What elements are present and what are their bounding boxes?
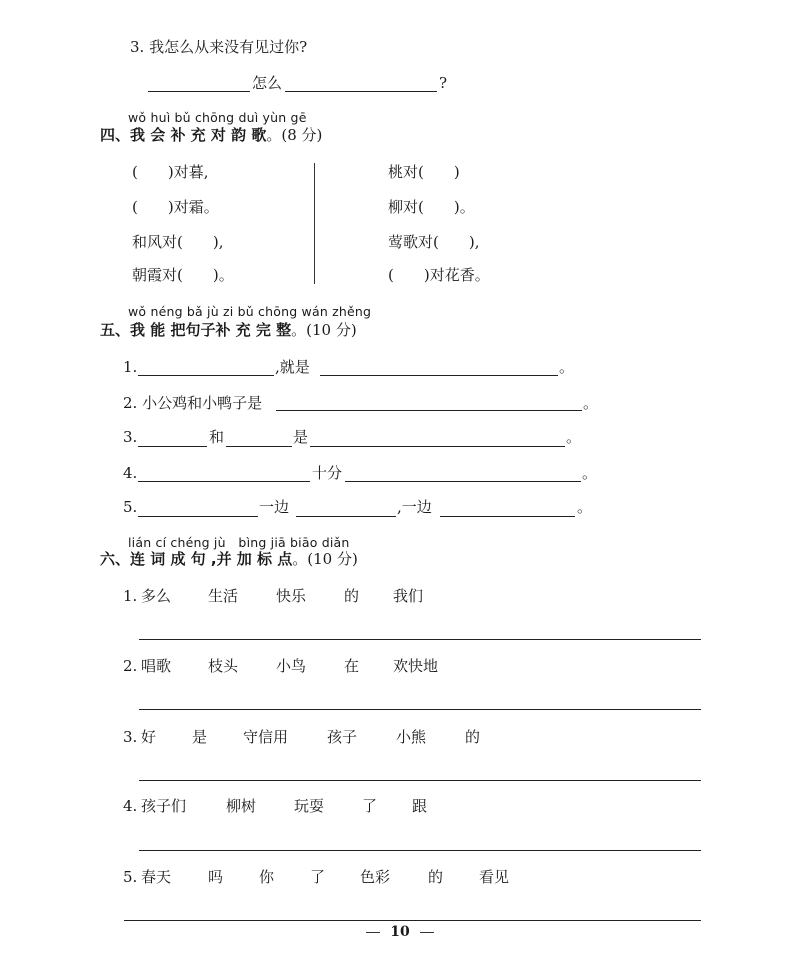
word-tile: 小熊: [396, 728, 427, 746]
s6-row1-words: [123, 587, 423, 605]
s5-item1-blank2[interactable]: [320, 375, 558, 376]
page-dash-right: [420, 932, 434, 933]
word-tile: 我们: [393, 587, 424, 605]
word-tile: 的: [428, 868, 444, 886]
s6-row5-answer-line[interactable]: [124, 920, 701, 921]
couplet-left-4: 朝霞对( )。: [132, 266, 234, 284]
word-tile: 吗: [208, 868, 224, 886]
word-tile: 跟: [412, 797, 428, 815]
s5-item3-blank1[interactable]: [138, 446, 207, 447]
s5-item2-text: 2. 小公鸡和小鸭子是: [123, 394, 263, 412]
word-tile: 好: [141, 728, 157, 746]
word-tile: 快乐: [276, 587, 307, 605]
q3-mid-word: 怎么: [252, 74, 283, 92]
section4-heading: 四、我 会 补 充 对 韵 歌。(8 分): [100, 126, 323, 144]
s6-row2-answer-line[interactable]: [139, 709, 701, 710]
s5-item1-num: 1.: [123, 358, 138, 376]
couplet-left-1: ( )对暮,: [132, 163, 209, 181]
word-tile: 小鸟: [276, 657, 307, 675]
question-3-prompt: 3. 我怎么从来没有见过你?: [130, 38, 308, 56]
word-tile: 春天: [141, 868, 172, 886]
word-tile: 唱歌: [141, 657, 172, 675]
word-tile: 守信用: [243, 728, 289, 746]
word-tile: 孩子们: [141, 797, 187, 815]
couplet-right-3: 莺歌对( ),: [388, 233, 480, 251]
word-tile: 在: [344, 657, 360, 675]
couplet-left-2: ( )对霜。: [132, 198, 219, 216]
page-dash-left: [366, 932, 380, 933]
couplet-right-2: 柳对( )。: [388, 198, 475, 216]
section5-heading: 五、我 能 把句子补 充 完 整。(10 分): [100, 321, 357, 339]
section4-pinyin: wǒ huì bǔ chōng duì yùn gē: [128, 110, 307, 125]
s5-item4-text: 十分: [312, 464, 343, 482]
s5-item4-end: 。: [582, 464, 598, 482]
s5-item1-end: 。: [559, 358, 575, 376]
couplet-divider: [314, 163, 315, 284]
q3-end: ?: [439, 74, 448, 92]
s6-row4-num: 4.: [123, 797, 138, 815]
q3-blank-2[interactable]: [285, 91, 437, 92]
s6-row3-num: 3.: [123, 728, 138, 746]
s6-row5-words: [123, 868, 509, 886]
s6-row4-answer-line[interactable]: [139, 850, 701, 851]
s5-item5-num: 5.: [123, 498, 138, 516]
word-tile: 多么: [141, 587, 172, 605]
s6-row1-answer-line[interactable]: [139, 639, 701, 640]
s5-item5-yibian1: 一边: [259, 498, 290, 516]
word-tile: 了: [310, 868, 326, 886]
q3-blank-1[interactable]: [148, 91, 250, 92]
s6-row2-num: 2.: [123, 657, 138, 675]
couplet-left-3: 和风对( ),: [132, 233, 224, 251]
section5-pinyin: wǒ néng bǎ jù zi bǔ chōng wán zhěng: [128, 304, 372, 319]
s5-item1-blank1[interactable]: [138, 375, 274, 376]
s6-row1-num: 1.: [123, 587, 138, 605]
s5-item5-blank1[interactable]: [138, 516, 258, 517]
page-number: 10: [0, 924, 800, 940]
s5-item4-blank1[interactable]: [138, 481, 310, 482]
word-tile: 孩子: [327, 728, 358, 746]
section6-pinyin: lián cí chéng jù bìng jiā biāo diǎn: [128, 535, 350, 550]
s5-item5-yibian2: ,一边: [397, 498, 432, 516]
s5-item3-num: 3.: [123, 428, 138, 446]
couplet-right-1: 桃对( ): [388, 163, 460, 181]
s5-item1-text: ,就是: [275, 358, 310, 376]
word-tile: 枝头: [208, 657, 239, 675]
word-tile: 是: [192, 728, 208, 746]
s5-item3-blank3[interactable]: [310, 446, 565, 447]
s6-row3-words: [123, 728, 480, 746]
s6-row4-words: [123, 797, 427, 815]
s5-item3-blank2[interactable]: [226, 446, 292, 447]
section6-heading: 六、连 词 成 句 ,并 加 标 点。(10 分): [100, 550, 358, 568]
s5-item3-he: 和: [209, 428, 225, 446]
word-tile: 欢快地: [393, 657, 439, 675]
word-tile: 柳树: [226, 797, 257, 815]
word-tile: 了: [362, 797, 378, 815]
word-tile: 色彩: [360, 868, 391, 886]
couplet-right-4: ( )对花香。: [388, 266, 490, 284]
s5-item4-blank2[interactable]: [345, 481, 581, 482]
s5-item3-end: 。: [566, 428, 582, 446]
word-tile: 的: [344, 587, 360, 605]
s6-row2-words: [123, 657, 438, 675]
s5-item2-end: 。: [583, 394, 599, 412]
s5-item5-end: 。: [577, 498, 593, 516]
s6-row3-answer-line[interactable]: [139, 780, 701, 781]
word-tile: 看见: [479, 868, 510, 886]
s5-item3-shi: 是: [293, 428, 309, 446]
word-tile: 你: [259, 868, 275, 886]
s5-item5-blank3[interactable]: [440, 516, 575, 517]
s6-row5-num: 5.: [123, 868, 138, 886]
s5-item5-blank2[interactable]: [296, 516, 396, 517]
word-tile: 的: [465, 728, 481, 746]
word-tile: 玩耍: [294, 797, 325, 815]
s5-item4-num: 4.: [123, 464, 138, 482]
word-tile: 生活: [208, 587, 239, 605]
s5-item2-blank[interactable]: [276, 410, 582, 411]
